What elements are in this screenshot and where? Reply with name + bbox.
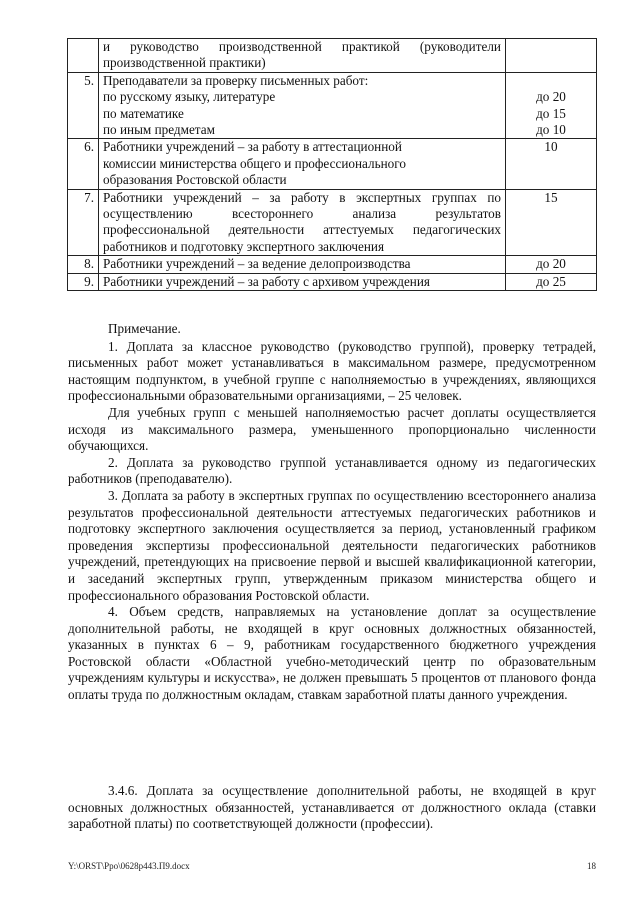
- value-line: до 20: [536, 89, 566, 105]
- file-path: Y:\ORST\Ppo\0628p443.П9.docx: [68, 861, 190, 871]
- payment-table: [67, 38, 597, 291]
- row-description: [99, 139, 506, 189]
- row-description: [99, 39, 506, 73]
- row-number: 8.: [68, 256, 99, 273]
- row-value: [506, 39, 597, 73]
- description-line: осуществлению всестороннего анализа результатов: [103, 206, 501, 222]
- row-number: 9.: [68, 273, 99, 290]
- description-line: производственной практики): [103, 55, 266, 71]
- row-value: до 20: [506, 256, 597, 273]
- description-line: комиссии министерства общего и профессионального: [103, 155, 406, 171]
- table-row: [68, 273, 597, 290]
- description-line: Работники учреждений – за работу в экспертных группах по: [103, 189, 501, 205]
- row-value: 15: [506, 189, 597, 256]
- clause-section: [68, 783, 596, 833]
- value-line: [510, 73, 592, 89]
- description-line: Работники учреждений – за работу с архивом учреждения: [103, 273, 430, 289]
- table-row: [68, 39, 597, 73]
- note-paragraph: 3. Доплата за работу в экспертных группах по осуществлению всестороннего анализа результатов профессиональной деятельности аттестуемых педагогических работников и подготовку экспертного заключения осуществляется за период, установленный графиком проведения экспертизы профессиональной деятельности педагогических работников учреждений, претендующих на присвоение первой и высшей квалификационной категории, и заседаний экспертных групп, утвержденным приказом министерства общего и профессионального образования Ростовской области.: [68, 487, 596, 603]
- note-paragraph: 1. Доплата за классное руководство (руководство группой), проверку тетрадей, письменных работ может устанавливаться в максимальном размере, предусмотренном настоящим подпунктом, в учебной группе с наполняемостью в учреждениях, являющихся профессиональными образовательными организациями, – 25 человек.: [68, 338, 596, 404]
- row-value: [506, 72, 597, 139]
- description-line: Работники учреждений – за ведение делопроизводства: [103, 256, 411, 272]
- row-number: 5.: [68, 72, 99, 139]
- description-line: работников и подготовку экспертного заключения: [103, 238, 385, 254]
- clause-paragraph: 3.4.6. Доплата за осуществление дополнительной работы, не входящей в круг основных должностных обязанностей, устанавливается от должностного оклада (ставки заработной платы) по соответствующей должности (профессии).: [68, 783, 596, 832]
- description-line: и руководство производственной практикой (руководители: [103, 39, 501, 54]
- row-description: [99, 72, 506, 139]
- description-line: по математике: [103, 105, 184, 121]
- row-description: [99, 273, 506, 290]
- table-row: [68, 189, 597, 256]
- row-number: 7.: [68, 189, 99, 256]
- note-paragraph: 2. Доплата за руководство группой устанавливается одному из педагогических работников (преподавателю).: [68, 454, 596, 487]
- row-value: до 25: [506, 273, 597, 290]
- value-line: до 10: [536, 122, 566, 138]
- description-line: по иным предметам: [103, 122, 215, 138]
- note-paragraph: Для учебных групп с меньшей наполняемостью расчет доплаты осуществляется исходя из максимального размера, уменьшенного пропорционально численности обучающихся.: [68, 404, 596, 454]
- description-line: Преподаватели за проверку письменных работ:: [103, 72, 369, 88]
- row-value: 10: [506, 139, 597, 189]
- description-line: по русскому языку, литературе: [103, 89, 276, 105]
- notes-section: [68, 321, 596, 704]
- notes-heading: Примечание.: [108, 321, 181, 336]
- row-number: 6.: [68, 139, 99, 189]
- table-row: [68, 256, 597, 273]
- description-line: образования Ростовской области: [103, 172, 287, 188]
- description-line: профессиональной деятельности аттестуемых педагогических: [103, 222, 501, 238]
- table-row: [68, 72, 597, 139]
- description-line: Работники учреждений – за работу в аттестационной: [103, 139, 402, 155]
- page-number: 18: [587, 861, 596, 871]
- value-line: до 15: [536, 105, 566, 121]
- note-paragraph: 4. Объем средств, направляемых на установление доплат за осуществление дополнительной работы, не входящей в круг основных должностных обязанностей, указанных в пунктах 6 – 9, работникам государственного бюджетного учреждения Ростовской области «Областной учебно-методический центр по образовательным учреждениям культуры и искусства», не должен превышать 5 процентов от планового фонда оплаты труда по должностным окладам, ставкам заработной платы данного учреждения.: [68, 604, 596, 703]
- table-row: [68, 139, 597, 189]
- row-number: [68, 39, 99, 73]
- row-description: [99, 256, 506, 273]
- row-description: [99, 189, 506, 256]
